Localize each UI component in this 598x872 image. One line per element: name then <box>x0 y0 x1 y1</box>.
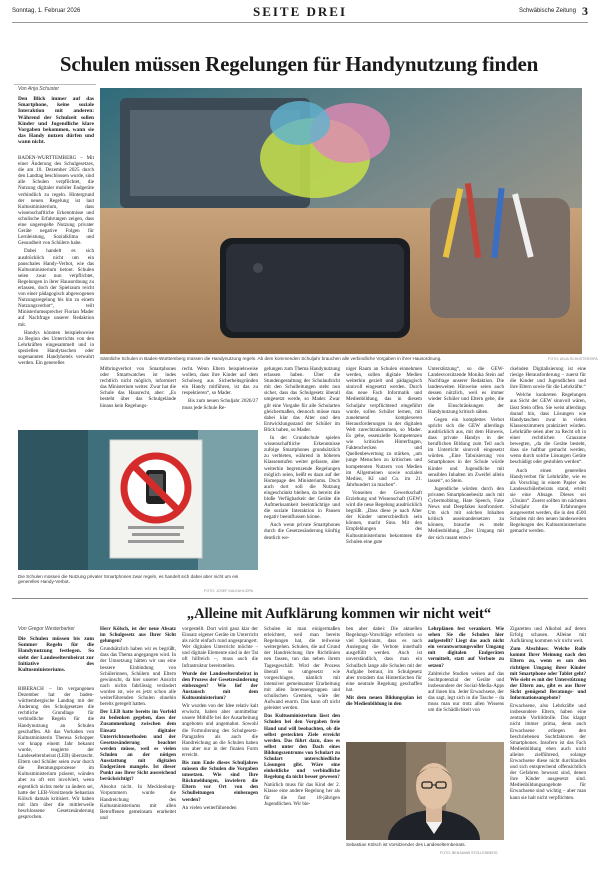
page-header <box>12 4 588 23</box>
paragraph: Unterstützung“, so die GEW-Landesvorsitzende Monika Stein auf Nachfrage unserer Redaktion. Die landesweiten Hinweise seien auch dessen nützlich, weil es immer wieder Schüler und Eltern gebe, die die Einschränkungen der Handynutzung kritisch sähen. <box>428 366 504 415</box>
paragraph: Wir wurden von der Idee relativ kalt erwischt, haben aber unmittelbar unsere Mithilfe bei der Ausarbeitung angeboten und angemahnt. Sowohl die Formulierung des Schulgesetz-Paragrafen als auch die Handreichung an die Schulen haben uns aber nur in der finalen Form erreicht. <box>182 703 258 758</box>
interview-question: Mit dem neuen Bildungsplan ist die Medienbildung in den <box>346 695 422 708</box>
paragraph: Auch wenn private Smartphones durch die Gesetzesänderung künftig deutlich we- <box>264 522 340 541</box>
paragraph: Gegen ein komplettes Verbot spricht sich die GEW allerdings ausdrücklich aus, mit dem Hinweis, dass private Handys in der beruflichen Bildung zum Teil auch im Unterricht sinnvoll eingesetzt würden. „Eine Tabuisierung von Smartphones in der Schule würde Kinder und Jugendliche mit sensiblen Inhalten im Zweifel allein lassen“, so Stein. <box>428 416 504 484</box>
article-column-3 <box>182 366 258 422</box>
secondary-photo-credit: FOTO: JOSEF KALKUHL/DPA <box>204 589 253 593</box>
paragraph: Auch einen generellen Handyverbot für Lehrkräfte, wie es als Vorschlag in einem Papier des Landesschülerbeirats stand, erteilt sie eine Absage. Dieses sei „Unsinn“. Zuerst sollten im nächsten Schuljahr die Erfahrungen ausgewertet werden, die in den 4500 Schulen mit den neuen landesweiten Regelungen des Kultusministeriums gemacht werden. <box>510 467 586 535</box>
paragraph: Bis zum neuen Schuljahr 2026/27 muss jede Schule Re- <box>182 398 258 411</box>
secondary-photo <box>18 430 258 570</box>
paragraph: BIBERACH – Im vergangenen Dezember hat der baden-württembergische Landtag mit der Änderung des Schulgesetzes die rechtliche Grundlage für verbindliche Regeln für die Handynutzung an Schulen geschaffen. Ab das Vorhaben von Kultusministerin Theresa Schopper vor knapp einem Jahr bekannt wurde, reagierte der Landeselternbeirat (LEB) überrascht. Eltern und Schüler seien zwar durch die Beratungsprozesse im Kultusministerium präsent, wünden aber zu oft erst involviert, wenn eigentlich nichts mehr zu ändern sei, hatte der LEB-Vorsitzende Sebastian Kölsch damals kritisiert. Wir haben mit ihm über die mittlerweile beschlossene Gesetzesänderung gesprochen. <box>18 686 94 820</box>
paragraph: Erwachsene, also Lehrkräfte und insbesondere Eltern, haben eine zentrale Vorbildrolle. Das klappt nicht immer prima, denn auch Erwachsene erliegen den beschriebenen Suchtfaktoren der Smartphones. Insofern ist das Fach Medienbildung eben auch nicht alleine zielführend, solange Erwachsene diese nicht durchlaufen und sich entsprechend offensichtlich der Gefahren bewusst sind, denen ihre Kinder ausgesetzt sind. Medienbildungsangebote für Erwachsene sind wichtig – aber man kann sie halt nicht verpflichten. <box>510 703 586 801</box>
paragraph: Zigaretten und Alkohol auf deren Erfolg schauen. Alleine mit Aufklärung kommen wir nicht weit. <box>510 626 586 645</box>
interview-lead: Die Schulen müssen bis zum Sommer Regeln für die Handynutzung festlegen. So sieht der Landeselternbeirat zur Initiative des Kultusministeriums. <box>18 636 94 674</box>
interview-question: Lehrplänen fest verankert. Wie sehen Sie die Schulen hier aufgestellt? Liegt das auch nicht ein verantwortungsvoller Umgang mit digitalen Endgeräten vermittelt, statt auf Verbote zu setzen? <box>428 626 504 669</box>
secondary-photo-caption: Die Schulen müssen die Nutzung privater Smartphones zwar regeln, es handelt sich dabei aber nicht um ein generelles Handy-Verbot. <box>18 574 239 585</box>
article-headline: Schulen müssen Regelungen für Handynutzung finden <box>59 52 539 76</box>
article-column-1 <box>18 155 94 423</box>
interview-question: Der LEB hatte bereits im Vorfeld zu bedenken gegeben, dass der Zusammenhang zwischen dem Einsatz digitaler Unterrichtsmethoden und der Gesetzesänderung beachtet werden müsse, weil es vielen Schulen an der nötigen Ausstattung mit digitalen Endgeräten mangele. Ist dieser Punkt aus Ihrer Sicht ausreichend berücksichtigt? <box>100 709 176 783</box>
article-column-6 <box>428 366 504 588</box>
paragraph: Jugendliche würden durch den privaten Smartphonebesitz auch mit Cybermobbing, Hate Speech, Fake News und Deepfakes konfrontiert. Um sich mit solchen Inhalten kritisch auseinandersetzen zu können, brauche es mehr Medienbildung. „Der Umgang mit der sich rasant entwi- <box>428 485 504 541</box>
article-column-2 <box>100 366 176 422</box>
interview-column-5 <box>346 626 422 738</box>
portrait-caption: Sebastian Kölsch ist Vorsitzender des Landeselternbeirats. <box>346 842 466 847</box>
interview-column-4 <box>264 626 340 866</box>
main-photo <box>100 88 582 354</box>
paragraph: ben aber dabei: Die aktuellen Regelungs-Vorschläge erfordern so viel Spielraum, dass es nach Auslegung die Verbote innerhalb ausgefüllt werden. Auch ist unverständlich, dass man ein Schulfach lange alle Schulen mit der Aufgabe betraut, im Schulgesetz aber trotzdem das Hintertürchen für eine neutrale Regelung geschaffen hat. <box>346 626 422 693</box>
paragraph: Absolut nicht. In Mecklenburg-Vorpommern wurde die Handreichung des Kultusministeriums mit allen Betroffenen gemeinsam erarbeitet und <box>100 784 176 821</box>
paragraph: In der Grundschule spielen wissenschaftliche Erkenntnisse zufolge Smartphones grundsätzlich zu verbieten, während in höheren Klassenstufen weiter gefasste, aber weiterhin begrenzende Regelungen möglich seien, heißt es dazu auf der Homepage des Ministeriums. Doch auch dort soll die Nutzung eingeschränkt bleiben, da bereits die bloße Verfügbarkeit der Geräte die Aufmerksamkeit beeinträchtige und die soziale Interaktion in Pausen negativ beeinflussen könne. <box>264 435 340 521</box>
page-number: 3 <box>582 4 588 18</box>
article-column-7 <box>510 366 586 588</box>
paragraph: Schulen ist man einigermaßen erleichtert, weil man bereits Regelungen hat, die teilweise weitergehen. Schulen, die auf Grund der Handreichung ihre Richtlinien neu fassen, tun das neben ihrem Tagesgeschäft. Wird der Prozess überall so umgesetzt wie vorgeschlagen, nämlich mit intensiver gemeinsamer Erarbeitung mit allen Interessengruppen und schulischen Gremien, wäre der Aufwand enorm. Das kann oft nicht geleistet werden. <box>264 626 340 712</box>
paragraph: ckelnden Digitalisierung ist eine riesige Herausforderung – zuerst für die Kinder und Jugendlichen und ihre Eltern sowie für die Lehrkräfte.“ <box>510 366 586 391</box>
interview-headline: „Alleine mit Aufklärung kommen wir nicht weit“ <box>186 606 492 622</box>
phone-pencilcase-image <box>100 88 582 354</box>
portrait-credit: FOTO: BENJAMIN STOLLENBERG <box>440 851 498 855</box>
interview-question: Zum Abschluss: Welche Rolle kommt Ihrer Meinung nach den Eltern zu, wenn es um den richtigen Umgang ihrer Kinder mit Smartphone oder Tablet geht? Wie sieht es mit der Unterstützung der Eltern aus, gibt es aus Ihrer Sicht genügend Beratungs- und Informationsangebote? <box>510 646 586 702</box>
paragraph: Dabei handelt es sich ausdrücklich nicht um ein pauschales Handy-Verbot, wie das Kultusministerium betont. Schulen seien zwar nun verpflichtet, Regelungen in ihrer Hausordnung zu erlassen, doch der Spielraum reicht von einer pädagogisch abgewogenen Nutzungsregelung bis hin zu einem Nutzungsverbot“, teilt Ministeriumssprecher Florian Mader auf Nachfrage unserer Redaktion mit. <box>18 248 94 328</box>
interview-column-6 <box>428 626 504 738</box>
interview-column-1 <box>18 686 94 866</box>
article-byline: Von Anja Schuster <box>18 86 60 92</box>
byline-rule <box>14 84 96 85</box>
paragraph: BADEN-WÜRTTEMBERG – Mit einer Änderung des Schulgesetzes, die am 10. Dezember 2025 durch den Landtag beschlossen wurde, sind alle Schulen verpflichtet, die Nutzung digitaler mobiler Endgeräte verbindlich zu regeln. Hintergrund der neuen Regelung ist laut Kultusministerium, dass wissenschaftliche Erkenntnisse und schulische Erfahrungen zeigen, dass eine ungeregelte Nutzung privater Geräte negative Folgen für Lernleistung, Sozialklima und Gesundheit von Schülern habe. <box>18 155 94 247</box>
interview-question: Wurde der Landeselternbeirat in den Prozess der Gesetzesänderung einbezogen? Wie lief der Austausch mit dem Kultusministerium? <box>182 670 258 702</box>
interview-column-2 <box>100 626 176 866</box>
article-divider <box>12 598 588 599</box>
paragraph: recht. Wenn Eltern beispielsweise wollen, dass ihre Kinder auf dem Schulweg aus Sicherheitsgründen ein Handy mitführen, ist das zu respektieren“, so Mader. <box>182 366 258 397</box>
portrait-photo <box>346 742 504 840</box>
portrait-image <box>346 742 504 840</box>
article-column-5 <box>346 366 422 588</box>
no-phone-sign-image <box>18 430 258 570</box>
paragraph: Zahlreiche Studien weisen auf das Suchtpotenzial der Geräte und insbesondere der Social-Media-Apps auf ihnen hin. Jeder Erwachsene, der das sagt, legt sich in die Tasche – da muss man nur trotz allen Wissens um die Schädlichkeit von <box>428 670 504 714</box>
paragraph: Vonseiten der Gewerkschaft Erziehung und Wissenschaft (GEW) wird die neue Regelung ausdrücklich begrüßt. „Dass diese je nach Alter der Kinder unterschiedlich sein können, macht Sinn. Mit den Empfehlungen des Kultusministeriums bekommen die Schulen eine gute <box>346 489 422 545</box>
interview-byline: Von Gregor Westerbarkei <box>18 626 75 632</box>
interview-column-3 <box>182 626 258 866</box>
paragraph: Mitbringverbot von Smartphones oder Smartwatches ist indes rechtlich nicht möglich, informiert das Ministerium weiter. Zwar hat die Schule das Hausrecht, aber: „Es besteht über das Schulgelände hinaus kein Regelungs- <box>100 366 176 409</box>
issue-date: Sonntag, 1. Februar 2026 <box>12 8 81 14</box>
paragraph: niger Raum an Schulen einnehmen werden, sollen digitale Medien weiterhin gezielt und pädagogisch sinnvoll eingesetzt werden. Durch das neue Fach Informatik und Medienbildung, das in diesem Schuljahr verpflichtend eingeführt wurde, sollen Schüler lernen, mit zunehmend komplexeren Herausforderungen in der digitalen Welt zurechtzukommen, so Mader. Es gehe, essenzielle Kompetenzen wie kritisches Hinterfragen, Faktenchecken und Quellenbewertung zu stärken, „um junge Menschen zu kritischen und kompetenten Nutzern von Medien im Allgemeinen sowie sozialen Medien, KI und Co. im 21. Jahrhundert zu machen“. <box>346 366 422 488</box>
article-lead: Den Blick immer auf das Smartphone, keine soziale Interaktion mit anderen: Während der Schulzeit sollen Kinder und Jugendliche klare Vorgaben bekommen, wann sie das Handy nutzen dürfen und wann nicht. <box>18 96 94 146</box>
interview-question: Bis zum Ende dieses Schuljahres müssen die Schulen die Vorgaben umsetzen. Wie sind Ihre Rückmeldungen, inwiefern die Eltern vor Ort von den Schulleitungen einbezogen werden? <box>182 759 258 803</box>
paragraph: gelungen zum Thema Handynutzung erlassen haben. Über die Stundengestaltung der Schulaufsicht mit den Schulleitungen steht nun sicher, dass das Schulgesetz überall umgesetzt werde, so Mader. Zwar gilt eine Vorgabe für alle Schularten gleichermaßen, dennoch müsse man dabei klar das Alter und den Entwicklungsstand der Schüler im Blick haben, so Mader. <box>264 366 340 433</box>
paper-name: Schwäbische Zeitung <box>518 8 576 14</box>
paragraph: Natürlich muss für das Kind der 2. Klasse eine andere Regelung her als für die fast 18-jährigen Jugendlichen. Wir bie- <box>264 782 340 807</box>
main-photo-credit: FOTO: ANJA SCHUSTER/DPA <box>548 357 598 361</box>
main-photo-caption: Sämtliche Schulen in Baden-Württemberg müssen die Handynutzung regeln. Ab dem kommenden Schuljahr brauchen alle verbindliche Vorgaben in ihrer Hausordnung. <box>100 356 442 361</box>
section-title: SEITE DREI <box>252 4 348 19</box>
paragraph: Welche konkreten Regelungen aus Sicht der GEW sinnvoll wären, lässt Stein offen. Sie weist allerdings darauf hin, dass Lösungen wie Handytaschen zwar in vielen Klassenzimmern praktiziert würden. Lehrkräfte seien aber zu Recht oft in einer rechtlichen Grauzone bewegten, „da die Geräte besteht, dass sie haftbar gemacht werden, wenn durch solche Lösungen Geräte beschädigt oder gestohlen werden“. <box>510 392 586 466</box>
interview-column-7 <box>510 626 586 866</box>
paragraph: An vielen weiterführenden <box>182 804 237 811</box>
paragraph: Grundsätzlich haben wir es begrüßt, dass das Thema angegangen wird. In der Umsetzung hätten wir uns eine bessere Einbindung von Schülerinnen, Schülern und Eltern gewünscht, da hier unserer Ansicht nach nichts fahrlässig verändert worden ist, wie es jetzt schon alle weiterführenden Schulen ohnehin bereits geregelt hatten. <box>100 646 176 708</box>
paragraph: Handys könnten beispielsweise zu Beginn des Unterrichts von den Lehrkräften eingesammelt und in speziellen Handytaschen oder sogenannten Handyhotels verwahrt werden. Ein generelles <box>18 329 94 367</box>
article-column-4 <box>264 366 340 588</box>
interview-question: Das Kultusministerium lässt den Schulen bei den Vorgaben freie Hand und will beobachten, ob die selbst gesteckten Ziele erreicht werden. Das führt dazu, dass es selbst unter den Dach eines Bildungszentrums von Schulart zu Schulart unterschiedliche Lösungen gibt. Wäre eine einheitliche und verbindliche Regelung da nicht besser gewesen? <box>264 713 340 781</box>
paragraph: vorgestellt. Dort wird ganz klar der Einsatz eigener Geräte im Unterricht als nicht einfach rund angesprangert. Wer digitalen Unterricht möchte – und digitale Elemente sind in der Tat oft hilfreich –, muss auch die Infrastruktur bereitstellen. <box>182 626 258 669</box>
interview-question: Herr Kölsch, ist der neue Absatz im Schulgesetz aus Ihrer Sicht gelungen? <box>100 626 176 645</box>
